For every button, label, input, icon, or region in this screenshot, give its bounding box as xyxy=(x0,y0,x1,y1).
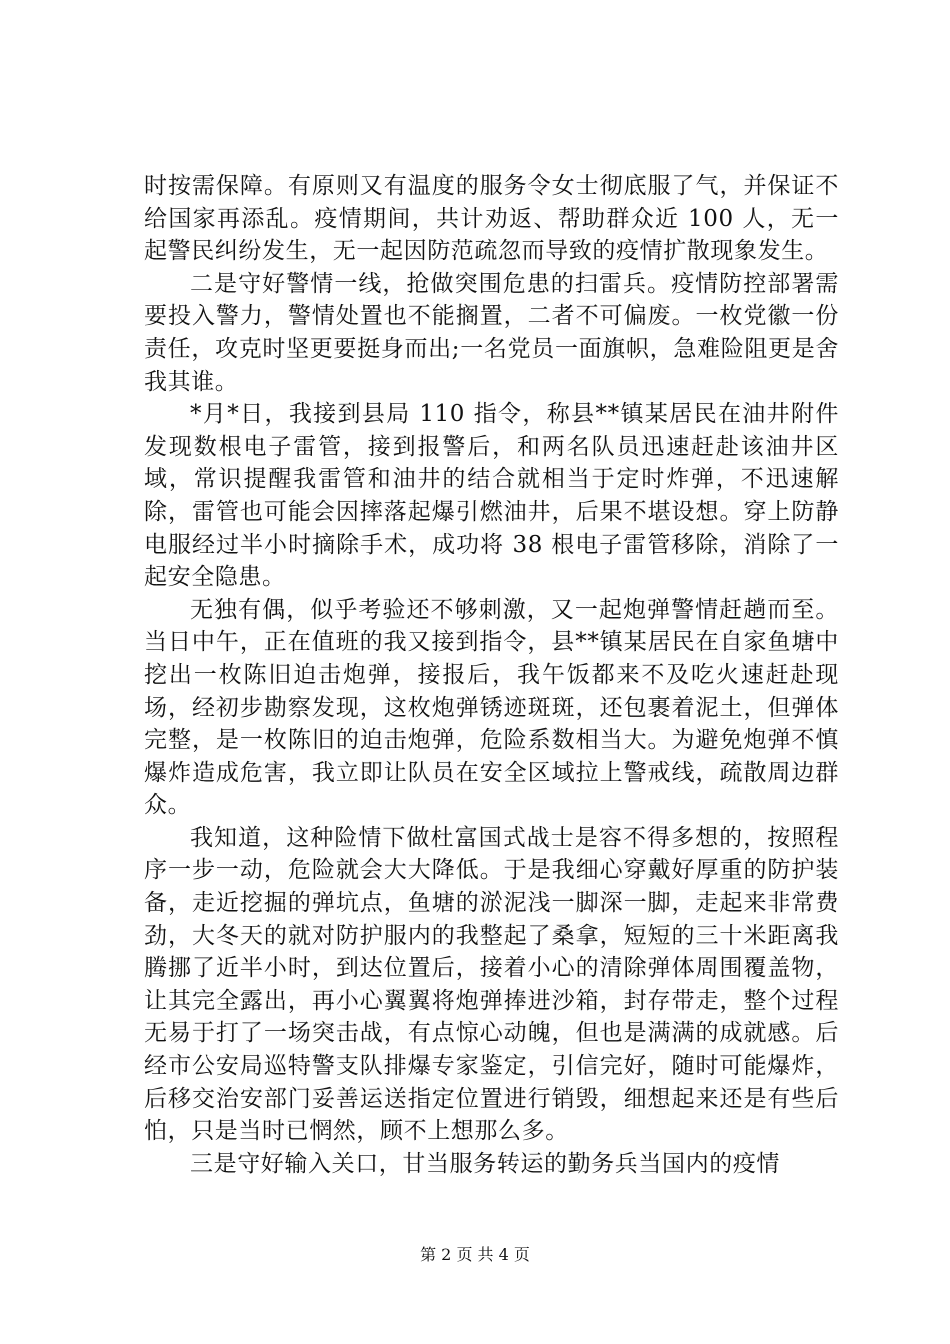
paragraph-2: 二是守好警情一线，抢做突围危患的扫雷兵。疫情防控部署需要投入警力，警情处置也不能搁置，二者不可偏废。一枚党徽一份责任，攻克时坚更要挺身而出;一名党员一面旗帜，急难险阻更是舍我其谁。 xyxy=(144,270,839,395)
paragraph-4: 无独有偶，似乎考验还不够刺激，又一起炮弹警情赶趟而至。当日中午，正在值班的我又接到指令，县**镇某居民在自家鱼塘中挖出一枚陈旧迫击炮弹，接报后，我午饭都来不及吃火速赶赴现场，经初步勘察发现，这枚炮弹锈迹斑斑，还包裹着泥土，但弹体完整，是一枚陈旧的迫击炮弹，危险系数相当大。为避免炮弹不慎爆炸造成危害，我立即让队员在安全区域拉上警戒线，疏散周边群众。 xyxy=(144,596,839,819)
paragraph-3: *月*日，我接到县局 110 指令，称县**镇某居民在油井附件发现数根电子雷管，接到报警后，和两名队员迅速赶赴该油井区域，常识提醒我雷管和油井的结合就相当于定时炸弹，不迅速解除，雷管也可能会因摔落起爆引燃油井，后果不堪设想。穿上防静电服经过半小时摘除手术，成功将 38 根电子雷管移除，消除了一起安全隐患。 xyxy=(144,401,839,591)
paragraph-1: 时按需保障。有原则又有温度的服务令女士彻底服了气，并保证不给国家再添乱。疫情期间，共计劝返、帮助群众近 100 人，无一起警民纠纷发生，无一起因防范疏忽而导致的疫情扩散现象发生。 xyxy=(144,173,839,265)
paragraph-5: 我知道，这种险情下做杜富国式战士是容不得多想的，按照程序一步一动，危险就会大大降低。于是我细心穿戴好厚重的防护装备，走近挖掘的弹坑点，鱼塘的淤泥浅一脚深一脚，走起来非常费劲，大冬天的就对防护服内的我整起了桑拿，短短的三十米距离我腾挪了近半小时，到达位置后，接着小心的清除弹体周围覆盖物，让其完全露出，再小心翼翼将炮弹捧进沙箱，封存带走，整个过程无易于打了一场突击战，有点惊心动魄，但也是满满的成就感。后经市公安局巡特警支队排爆专家鉴定，引信完好，随时可能爆炸，后移交治安部门妥善运送指定位置进行销毁，细想起来还是有些后怕，只是当时已惘然，顾不上想那么多。 xyxy=(144,824,839,1145)
paragraph-6: 三是守好输入关口，甘当服务转运的勤务兵当国内的疫情 xyxy=(190,1150,780,1177)
page-footer: 第 2 页 共 4 页 xyxy=(420,1245,530,1264)
body-text xyxy=(144,170,839,1180)
